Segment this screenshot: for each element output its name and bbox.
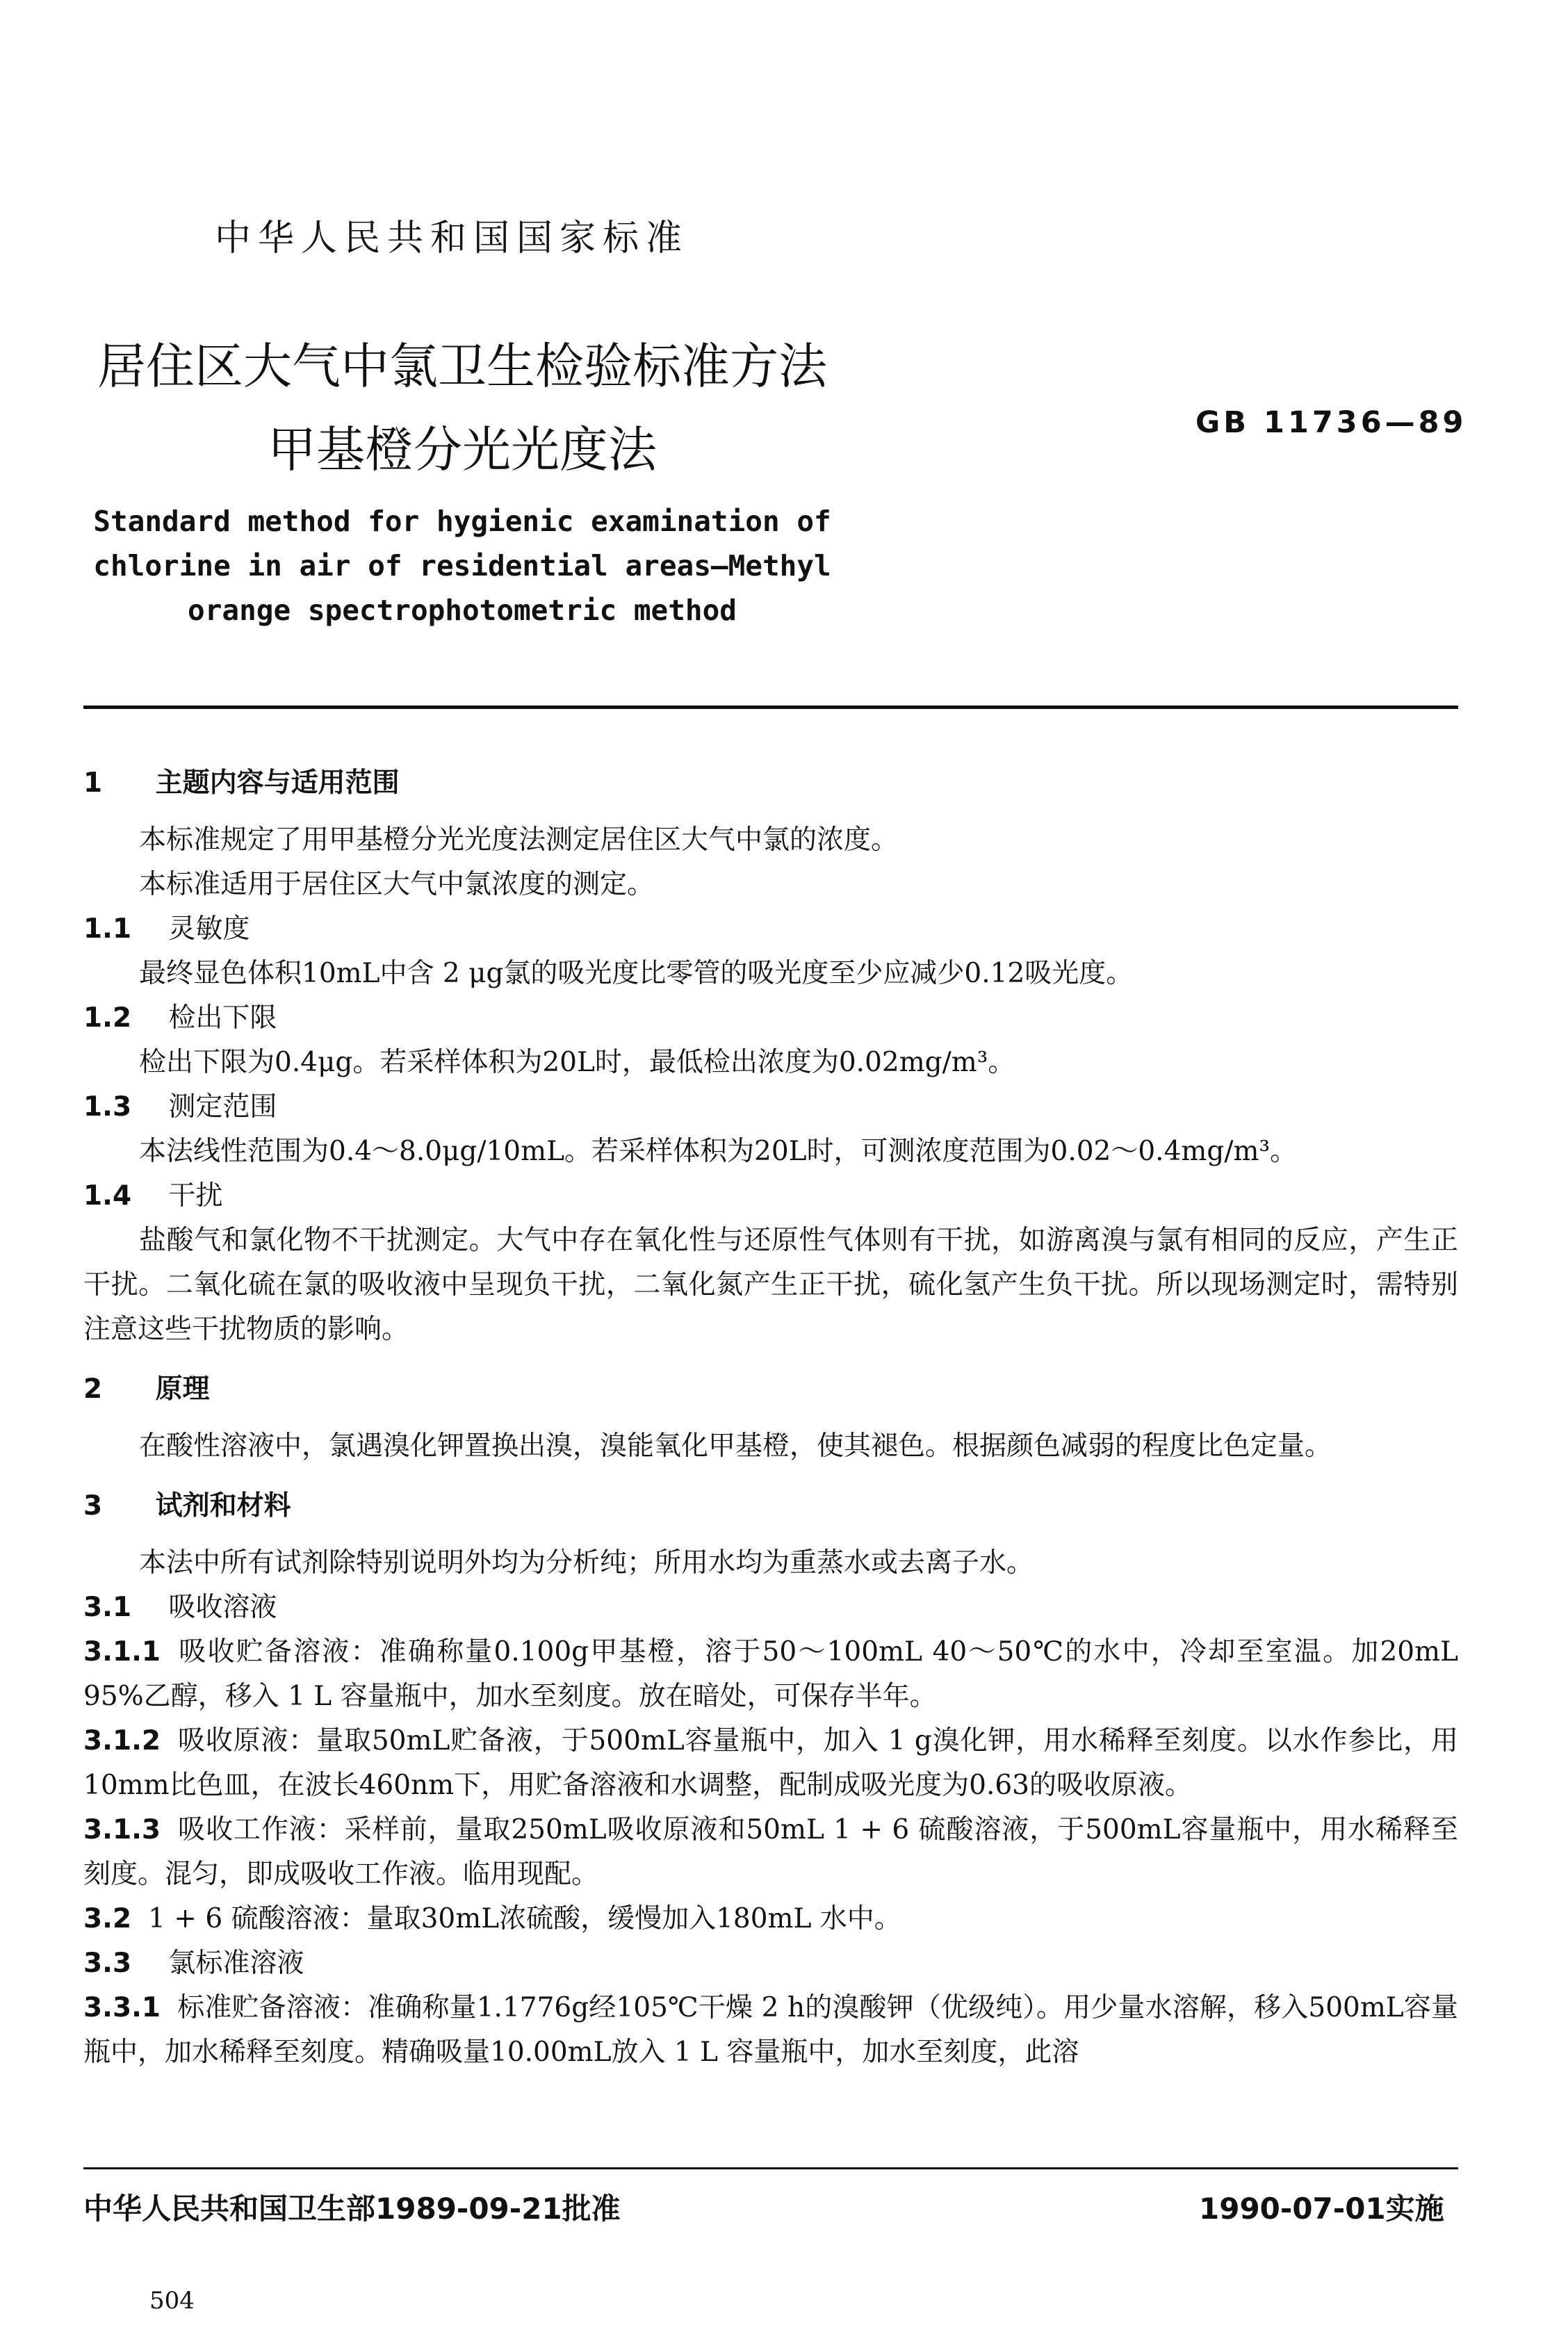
clause-text: 吸收工作液：采样前，量取250mL吸收原液和50mL 1 + 6 硫酸溶液，于500mL容量瓶中，用水稀释至刻度。混匀，即成吸收工作液。临用现配。: [83, 1814, 1458, 1890]
clause-3-2: [83, 1897, 1458, 1941]
english-title-line-2: chlorine in air of residential areas—Methyl: [93, 549, 831, 582]
paragraph: 最终显色体积10mL中含 2 μg氯的吸光度比零管的吸光度至少应减少0.12吸光度。: [139, 958, 1134, 989]
clause-3-1-1: [83, 1630, 1458, 1719]
clause-number: 3.1.2: [83, 1725, 161, 1756]
section-title: 主题内容与适用范围: [155, 767, 400, 799]
approval-line: 中华人民共和国卫生部1989-09-21批准: [83, 2192, 621, 2226]
clause-text: 1 + 6 硫酸溶液：量取30mL浓硫酸，缓慢加入180mL 水中。: [148, 1903, 901, 1934]
section-number: 3: [83, 1490, 103, 1522]
section-number: 1: [83, 767, 103, 799]
subsection-number: 1.1: [83, 913, 132, 945]
subsection-number: 3.1: [83, 1592, 132, 1623]
paragraph: 盐酸气和氯化物不干扰测定。大气中存在氧化性与还原性气体则有干扰，如游离溴与氯有相同的反应，产生正干扰。二氧化硫在氯的吸收液中呈现负干扰，二氧化氮产生正干扰，硫化氢产生负干扰。所以现场测定时，需特别注意这些干扰物质的影响。: [83, 1225, 1458, 1345]
clause-number: 3.1.3: [83, 1814, 161, 1845]
subsection-title: 测定范围: [168, 1091, 277, 1123]
footer-divider: [83, 2167, 1458, 2169]
paragraph: 本标准规定了用甲基橙分光光度法测定居住区大气中氯的浓度。: [139, 824, 899, 856]
section-3-heading: [83, 1484, 1458, 1528]
subsection-1-2-heading: [83, 996, 1458, 1041]
subsection-1-4-heading: [83, 1174, 1458, 1218]
english-title: [0, 499, 924, 633]
implementation-date: 1990-07-01实施: [1199, 2192, 1444, 2226]
subsection-title: 吸收溶液: [168, 1592, 277, 1623]
clause-3-1-3: [83, 1808, 1458, 1897]
clause-text: 吸收原液：量取50mL贮备液，于500mL容量瓶中，加入 1 g溴化钾，用水稀释至刻度。以水作参比，用10mm比色皿，在波长460nm下，用贮备溶液和水调整，配制成吸光度为0.63的吸收原液。: [83, 1725, 1458, 1801]
paragraph: 本法中所有试剂除特别说明外均为分析纯；所用水均为重蒸水或去离子水。: [139, 1547, 1034, 1579]
clause-text: 吸收贮备溶液：准确称量0.100g甲基橙，溶于50～100mL 40～50℃的水中，冷却至室温。加20mL 95%乙醇，移入 1 L 容量瓶中，加水至刻度。放在暗处，可保存半年。: [83, 1636, 1458, 1712]
paragraph: 本法线性范围为0.4～8.0μg/10mL。若采样体积为20L时，可测浓度范围为0.02～0.4mg/m³。: [139, 1136, 1298, 1167]
english-title-line-3: orange spectrophotometric method: [188, 594, 737, 627]
subsection-number: 1.4: [83, 1180, 132, 1212]
subsection-title: 检出下限: [168, 1002, 277, 1034]
document-title-line-2: 甲基橙分光光度法: [268, 421, 657, 478]
clause-number: 3.2: [83, 1903, 132, 1934]
subsection-3-3-heading: [83, 1941, 1458, 1986]
clause-number: 3.1.1: [83, 1636, 161, 1668]
page-number: 504: [149, 2287, 195, 2315]
clause-3-3-1: [83, 1986, 1458, 2075]
clause-text: 标准贮备溶液：准确称量1.1776g经105℃干燥 2 h的溴酸钾（优级纯）。用少量水溶解，移入500mL容量瓶中，加水稀释至刻度。精确吸量10.00mL放入 1 L 容量瓶中，加水至刻度，此溶: [83, 1992, 1458, 2068]
section-1-heading: [83, 761, 1458, 806]
country-standard-label: 中华人民共和国国家标准: [214, 218, 689, 259]
clause-number: 3.3.1: [83, 1992, 161, 2023]
section-title: 试剂和材料: [155, 1490, 291, 1522]
header-divider: [83, 706, 1458, 709]
paragraph: 在酸性溶液中，氯遇溴化钾置换出溴，溴能氧化甲基橙，使其褪色。根据颜色减弱的程度比色定量。: [139, 1430, 1332, 1462]
paragraph: 本标准适用于居住区大气中氯浓度的测定。: [139, 869, 655, 900]
subsection-1-1-heading: [83, 907, 1458, 952]
subsection-number: 1.2: [83, 1002, 132, 1034]
english-title-line-1: Standard method for hygienic examination of: [93, 505, 831, 538]
standard-code: GB 11736—89: [1195, 405, 1467, 440]
paragraph: 检出下限为0.4μg。若采样体积为20L时，最低检出浓度为0.02mg/m³。: [139, 1047, 1015, 1078]
subsection-title: 氯标准溶液: [168, 1948, 304, 1979]
subsection-title: 干扰: [168, 1180, 223, 1212]
document-body: [83, 761, 1458, 2075]
section-number: 2: [83, 1373, 103, 1405]
section-title: 原理: [155, 1373, 210, 1405]
clause-3-1-2: [83, 1719, 1458, 1808]
subsection-number: 3.3: [83, 1948, 132, 1979]
subsection-number: 1.3: [83, 1091, 132, 1123]
subsection-1-3-heading: [83, 1085, 1458, 1130]
subsection-3-1-heading: [83, 1585, 1458, 1630]
document-title-line-1: 居住区大气中氯卫生检验标准方法: [97, 338, 827, 395]
section-2-heading: [83, 1367, 1458, 1412]
subsection-title: 灵敏度: [168, 913, 250, 945]
